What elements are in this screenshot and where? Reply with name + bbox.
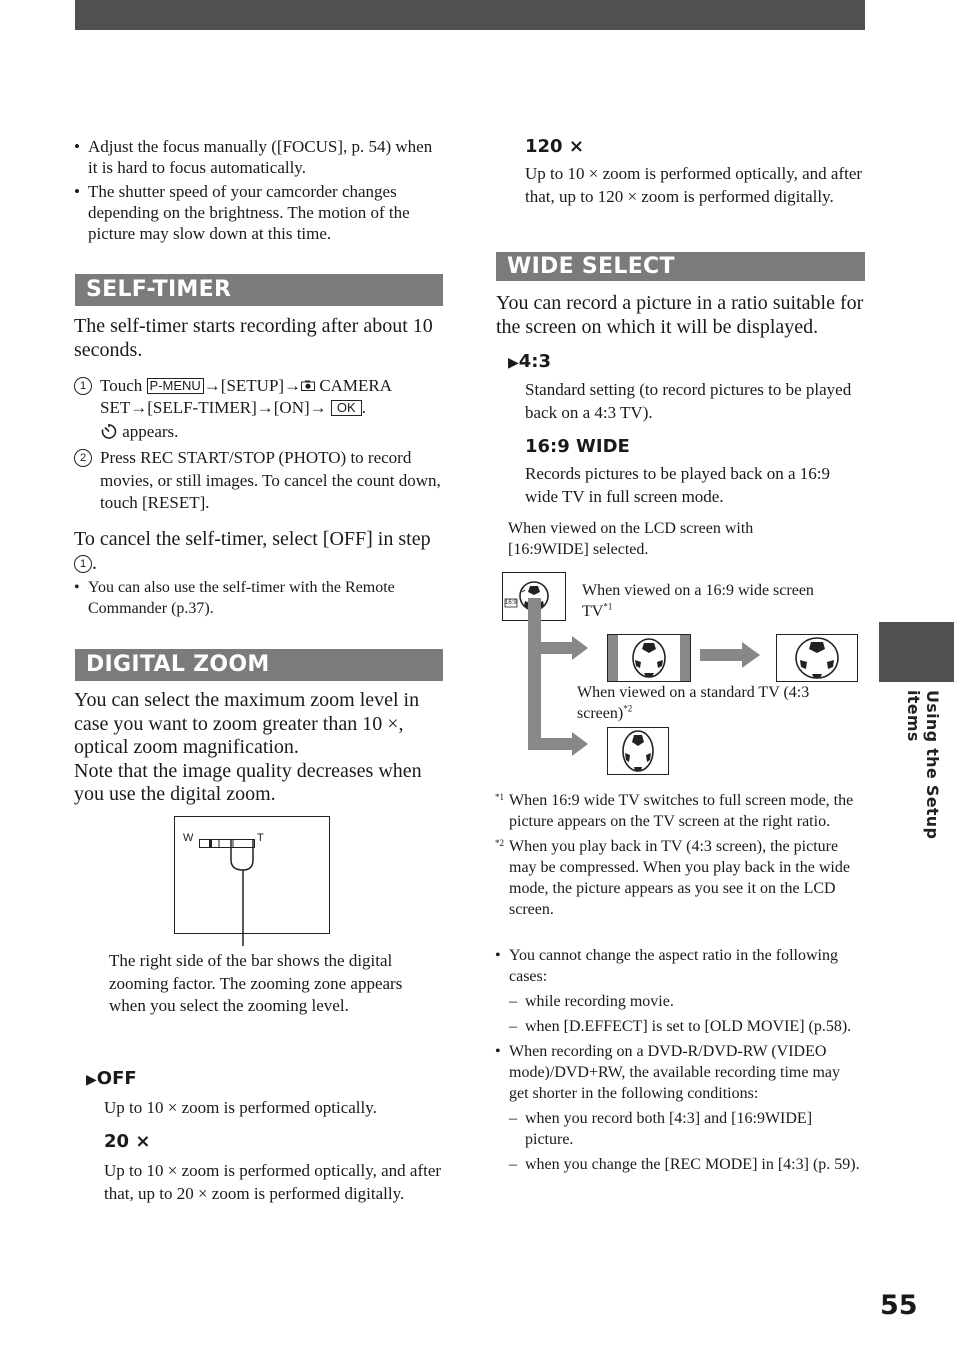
option-label: 120 × <box>525 136 584 157</box>
header-bar <box>75 0 865 30</box>
self-timer-cancel <box>74 527 446 575</box>
right-arrow <box>700 642 762 668</box>
zoom-callout-line <box>230 840 254 946</box>
ok-button: OK <box>331 400 362 416</box>
zoom-w-label: W <box>183 832 194 844</box>
cancel-text: . <box>92 552 97 574</box>
side-tab-text: Using the Setup items <box>904 690 942 840</box>
bullet-item: • The shutter speed of your camcorder changes depending on the brightness. The motion of the picture may slow down at this time. <box>74 181 444 244</box>
wide-tv-full <box>776 634 858 682</box>
dash-item: – when you record both [4:3] and [16:9WIDE] picture. <box>509 1108 860 1150</box>
lcd-caption: When viewed on the LCD screen with [16:9WIDE] selected. <box>508 520 754 558</box>
lcd-badge: 16:9 <box>505 600 517 606</box>
option-label-text: 4:3 <box>518 351 552 372</box>
camera-icon <box>301 375 315 386</box>
option-description: Up to 10 × zoom is performed optically, and after that, up to 20 × zoom is performed digitally. <box>104 1161 442 1203</box>
step-1 <box>74 375 449 443</box>
option-description: Standard setting (to record pictures to be played back on a 4:3 TV). <box>525 380 852 422</box>
digital-zoom-intro <box>74 689 449 807</box>
default-marker-icon: ▶ <box>86 1072 97 1088</box>
step-number: 1 <box>74 555 92 573</box>
option-label <box>508 351 858 374</box>
option-description: Up to 10 × zoom is performed optically. <box>104 1098 377 1117</box>
zoom-option-off <box>86 1068 446 1118</box>
self-timer-intro: The self-timer starts recording after about 10 seconds. <box>74 315 433 361</box>
appears-line <box>100 421 449 443</box>
wide-tv-compressed <box>607 634 691 682</box>
step-number: 2 <box>74 449 92 467</box>
caption-text: When viewed on a standard TV (4:3 screen) <box>577 684 810 722</box>
intro-text: You can select the maximum zoom level in case you want to zoom greater than 10 ×, optical zoom magnification. <box>74 689 420 758</box>
dash-item: – when [D.EFFECT] is set to [OLD MOVIE] (p.58). <box>509 1016 860 1037</box>
option-description: Records pictures to be played back on a 16:9 wide TV in full screen mode. <box>525 464 830 506</box>
wide-option-16-9 <box>525 436 860 508</box>
wide-tv-caption <box>582 580 822 622</box>
step-2 <box>74 447 449 515</box>
dash-item: – when you change the [REC MODE] in [4:3] (p. 59). <box>509 1154 860 1175</box>
default-marker-icon: ▶ <box>508 355 519 371</box>
option-label: 20 × <box>104 1131 151 1152</box>
dash-item: – while recording movie. <box>509 991 860 1012</box>
step-text: . <box>361 398 366 417</box>
step-number: 1 <box>74 377 92 395</box>
side-tab-label <box>904 690 942 890</box>
connector-arrows <box>528 598 598 758</box>
section-heading-wide-select: WIDE SELECT <box>496 252 865 281</box>
side-tab-marker <box>879 622 954 682</box>
zoom-caption: The right side of the bar shows the digital zooming factor. The zooming zone appears when you select the zooming level. <box>109 951 403 1015</box>
footnote-text: When you play back in TV (4:3 screen), the picture may be compressed. When you play back in the wide mode, the picture appears as you see it on the LCD screen. <box>509 838 850 918</box>
zoom-option-20x <box>104 1131 449 1205</box>
wide-select-intro: You can record a picture in a ratio suitable for the screen on which it will be displayed. <box>496 292 864 338</box>
bullet-item: • Adjust the focus manually ([FOCUS], p. 54) when it is hard to focus automatically. <box>74 136 444 178</box>
footnote-ref: *2 <box>623 703 633 714</box>
step-text: →[SETUP]→ <box>203 376 302 395</box>
option-label: 16:9 WIDE <box>525 436 630 457</box>
footnote-text: When 16:9 wide TV switches to full screen mode, the picture appears on the TV screen at the right ratio. <box>509 792 854 830</box>
wide-select-notes <box>495 945 860 1175</box>
caption-text: When viewed on a 16:9 wide screen TV <box>582 582 814 620</box>
intro-note: Note that the image quality decreases when you use the digital zoom. <box>74 759 422 805</box>
option-label-text: OFF <box>96 1068 137 1089</box>
self-timer-note <box>74 577 446 619</box>
standard-tv-caption <box>577 682 827 724</box>
section-heading-digital-zoom: DIGITAL ZOOM <box>75 649 443 681</box>
option-description: Up to 10 × zoom is performed optically, and after that, up to 120 × zoom is performed digitally. <box>525 164 863 206</box>
bullet-item: • You cannot change the aspect ratio in the following cases: <box>495 945 860 987</box>
footnote-ref: *1 <box>603 601 613 612</box>
section-heading-self-timer: SELF-TIMER <box>75 274 443 306</box>
footnotes <box>495 790 860 920</box>
bullet-item: • You can also use the self-timer with the Remote Commander (p.37). <box>74 577 446 619</box>
p-menu-button: P-MENU <box>147 378 204 394</box>
step-text: appears. <box>122 422 179 441</box>
cancel-text: To cancel the self-timer, select [OFF] in step <box>74 528 431 550</box>
footnote: *2 When you play back in TV (4:3 screen), the picture may be compressed. When you play back in the wide mode, the picture appears as you see it on the LCD screen. <box>495 838 850 918</box>
option-label <box>86 1068 446 1091</box>
intro-bullets <box>74 136 444 244</box>
self-timer-steps <box>74 375 449 515</box>
step-text: CAMERA SET→[SELF-TIMER]→[ON]→ <box>100 376 392 417</box>
standard-tv-thumbnail <box>607 727 669 775</box>
zoom-option-120x <box>525 136 865 208</box>
zoom-t-label: T <box>257 832 264 844</box>
page-number: 55 <box>880 1290 918 1321</box>
wide-option-4-3 <box>508 351 858 424</box>
bullet-item: • When recording on a DVD-R/DVD-RW (VIDEO mode)/DVD+RW, the available recording time may get shorter in the following conditions: <box>495 1041 860 1104</box>
footnote: *1 When 16:9 wide TV switches to full screen mode, the picture appears on the TV screen at the right ratio. <box>495 792 854 830</box>
step-text: Press REC START/STOP (PHOTO) to record movies, or still images. To cancel the count down, touch [RESET]. <box>100 448 441 512</box>
self-timer-icon <box>100 423 118 439</box>
step-text: Touch <box>100 376 143 395</box>
